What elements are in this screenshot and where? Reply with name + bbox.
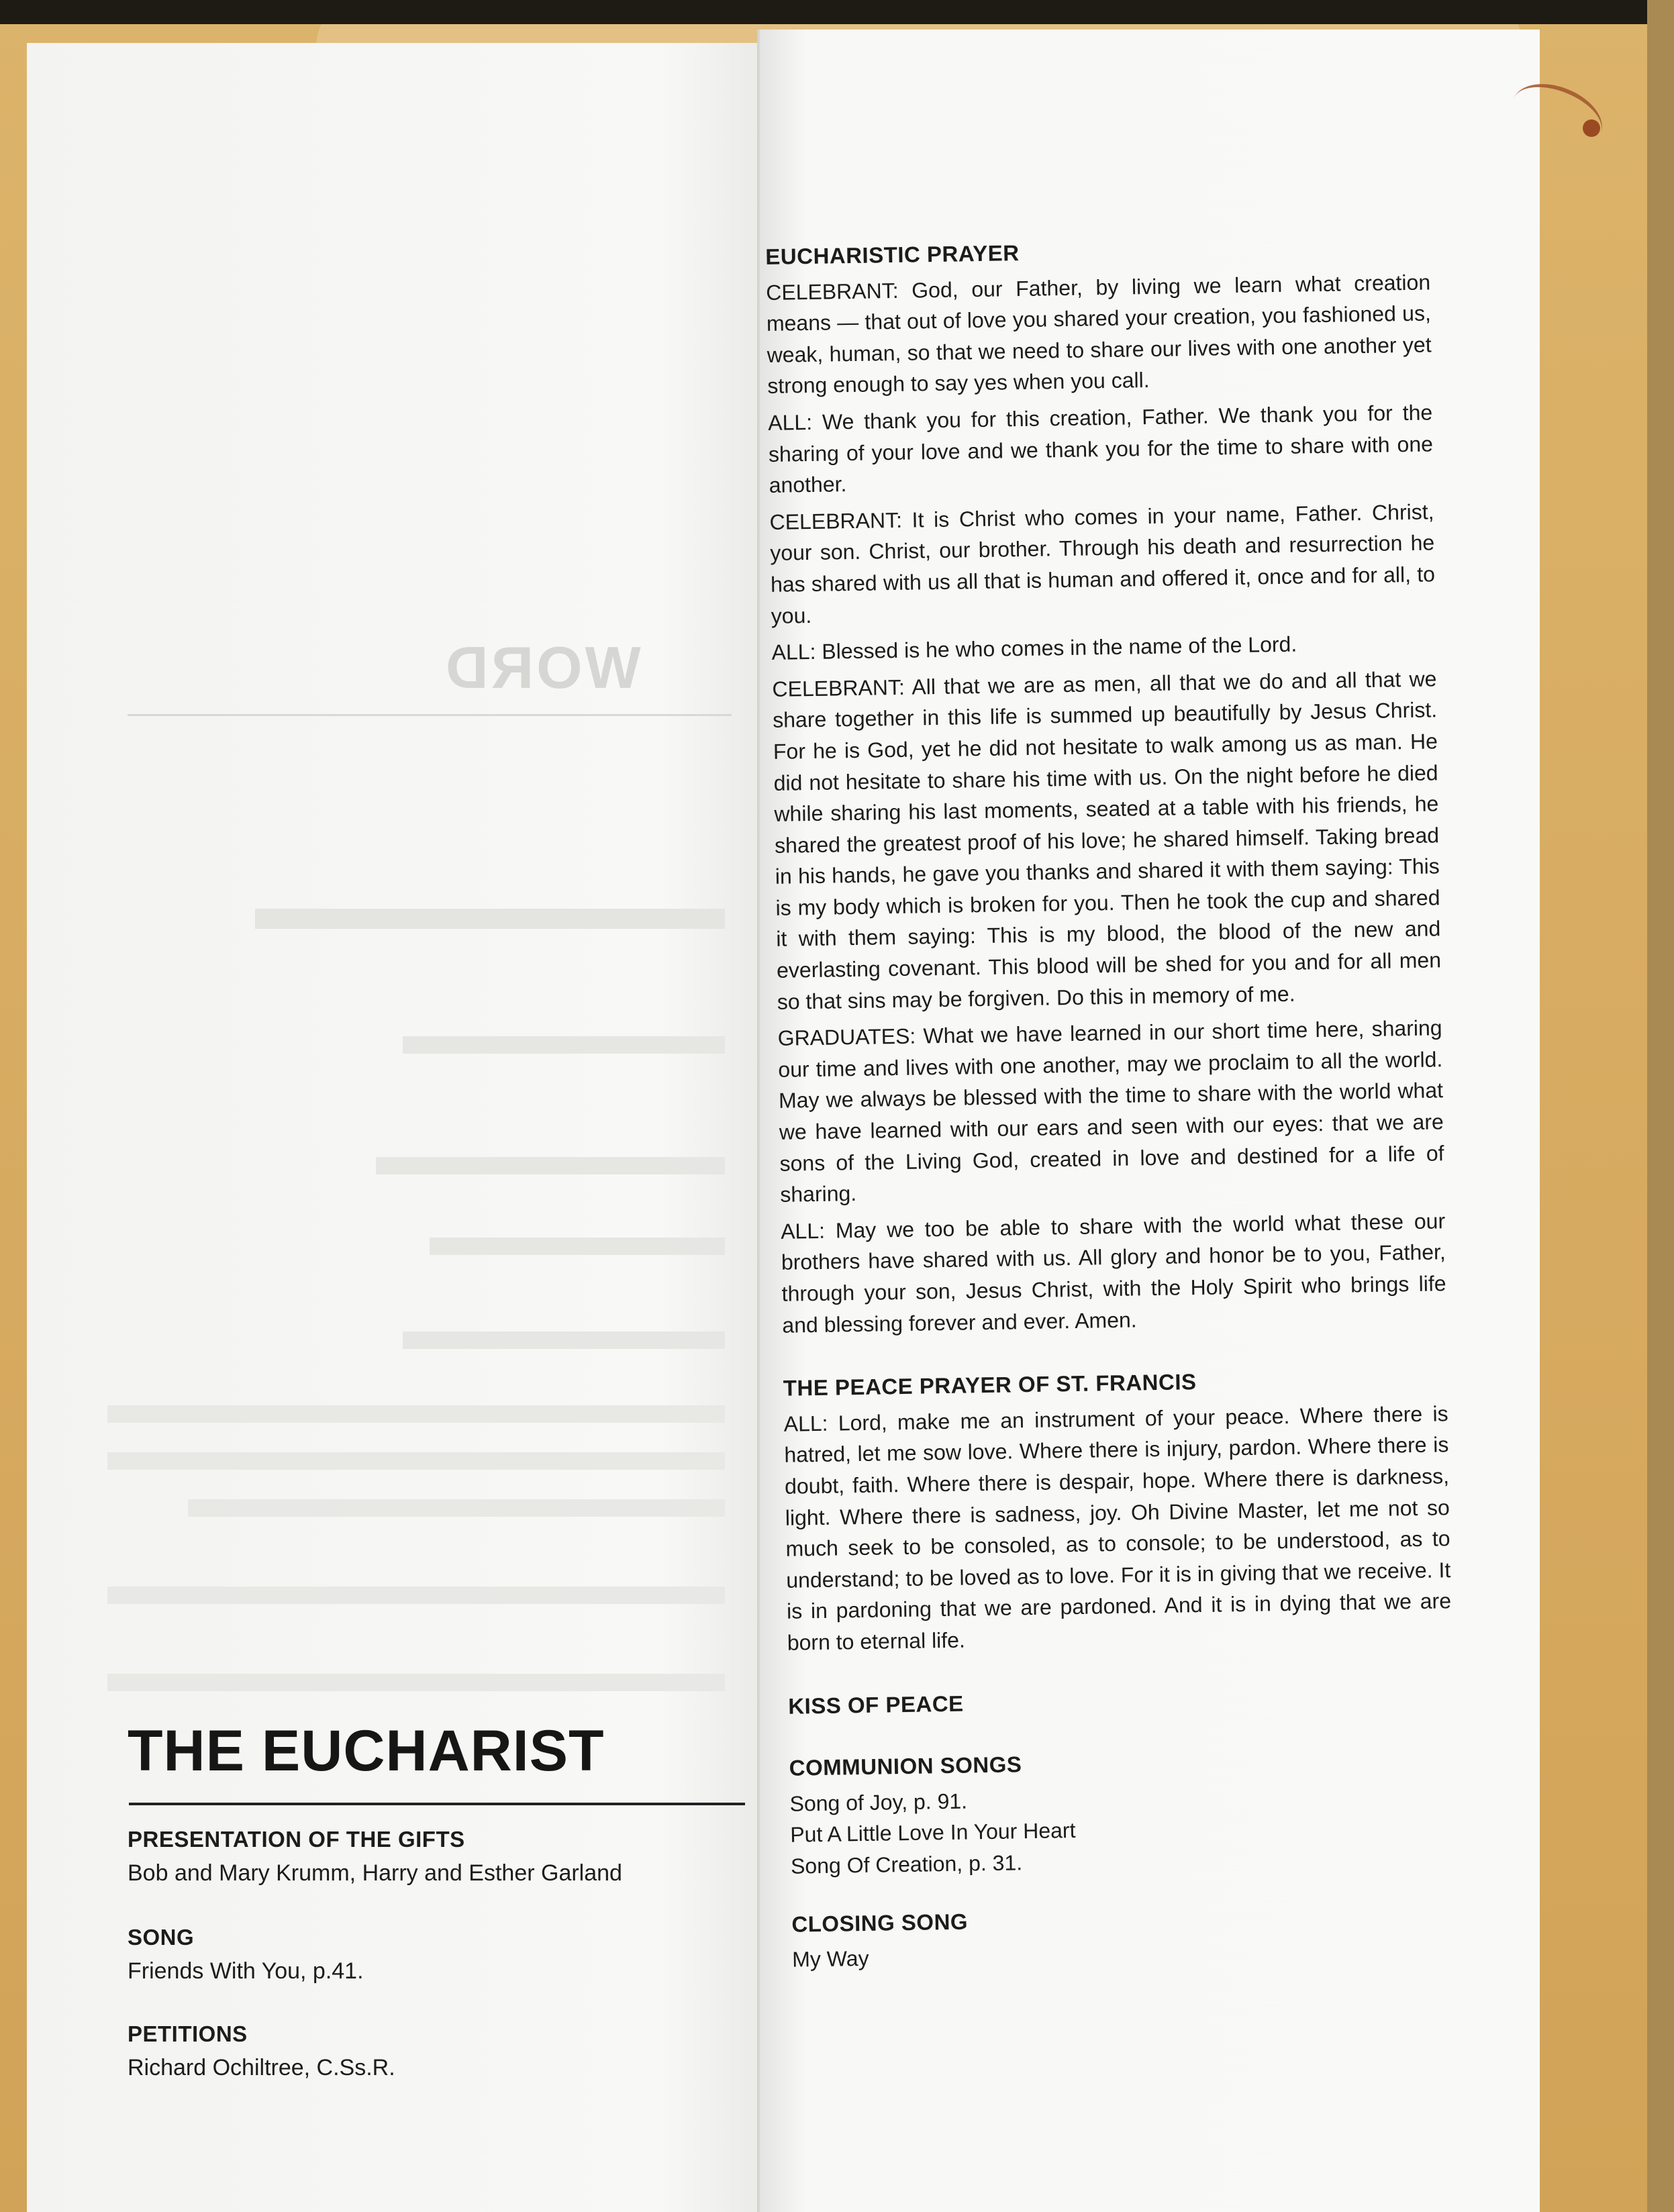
- kiss-of-peace-heading: KISS OF PEACE: [787, 1691, 964, 1719]
- communion-songs-heading: COMMUNION SONGS: [789, 1752, 1022, 1780]
- bleed-through-line: [107, 1587, 725, 1604]
- right-page-text: [765, 231, 1457, 1975]
- communion-song: Put A Little Love In Your Heart: [790, 1818, 1076, 1848]
- section-heading: SONG: [128, 1925, 195, 1950]
- communion-song: Song Of Creation, p. 31.: [790, 1850, 1023, 1878]
- title-underline: [129, 1803, 745, 1805]
- prayer-paragraph: ALL: Blessed is he who comes in the name of the Lord.: [771, 632, 1297, 665]
- bleed-through-line: [107, 1405, 725, 1423]
- section-presentation-of-gifts: [128, 1827, 732, 1890]
- section-petitions: [128, 2021, 732, 2084]
- section-body: Friends With You, p.41.: [128, 1958, 364, 1984]
- prayer-paragraph: CELEBRANT: God, our Father, by living we learn what creation means — that out of love you shared your creation, you fashioned us, weak, human, so that we need to share our lives with one another yet strong enough to say yes when you call.: [765, 270, 1432, 399]
- bleed-through-line: [188, 1499, 725, 1517]
- bleed-through-heading: WORD: [443, 634, 641, 701]
- scan-edge-right: [1647, 0, 1674, 2212]
- peace-prayer-heading: THE PEACE PRAYER OF ST. FRANCIS: [783, 1369, 1197, 1401]
- closing-song-heading: CLOSING SONG: [791, 1909, 969, 1937]
- prayer-paragraph: CELEBRANT: It is Christ who comes in your name, Father. Christ, your son. Christ, our brother. Through his death and resurrection he has shared with us all that is human and offered it, once and for all, to you.: [769, 499, 1436, 628]
- bleed-through-line: [403, 1331, 725, 1349]
- prayer-paragraph: ALL: We thank you for this creation, Father. We thank you for the sharing of your love and we thank you for the time to share with one another.: [767, 400, 1434, 498]
- section-body: Richard Ochiltree, C.Ss.R.: [128, 2055, 395, 2080]
- scan-edge-top: [0, 0, 1674, 24]
- prayer-paragraph: GRADUATES: What we have learned in our short time here, sharing our time and lives with one another, may we proclaim to all the world. May we always be blessed with the time to share with the world what we have learned with our ears and seen with our eyes: that we are sons of the Living God, created in love and destined for a life of sharing.: [777, 1015, 1444, 1207]
- section-body: Bob and Mary Krumm, Harry and Esther Garland: [128, 1860, 622, 1886]
- peace-prayer-body: ALL: Lord, make me an instrument of your peace. Where there is hatred, let me sow love. Where there is injury, pardon. Where there is doubt, faith. Where there is despair, hope. Where there is darkness, light. Where there is sadness, joy. Oh Divine Master, let me not so much seek to be consoled, as to console; to be understood, as to understand; to be loved as to love. For it is in giving that we receive. It is in pardoning that we are pardoned. And it is in dying that we are born to eternal life.: [783, 1401, 1452, 1655]
- bleed-through-line: [107, 1674, 725, 1691]
- section-song: [128, 1925, 732, 1988]
- prayer-paragraph: ALL: May we too be able to share with the world what these our brothers have shared with us. All glory and honor be to you, Father, through your son, Jesus Christ, with the Holy Spirit who brings life and blessing forever and ever. Amen.: [780, 1209, 1446, 1338]
- bleed-through-line: [255, 909, 725, 929]
- prayer-paragraph: CELEBRANT: All that we are as men, all that we do and all that we share together in this life is summed up beautifully by Jesus Christ. For he is God, yet he did not hesitate to walk among us as man. He did not hesitate to share his time with us. On the night before he died while sharing his last moments, seated at a table with his friends, he shared the greatest proof of his love; he shared himself. Taking bread in his hands, he gave you thanks and shared it with them saying: This is my body which is broken for you. Then he took the cup and shared it with them saying: This is my blood, the blood of the new and everlasting covenant. This blood will be shed for you and for all men so that sins may be forgiven. Do this in memory of me.: [772, 666, 1442, 1014]
- closing-song: My Way: [791, 1946, 869, 1972]
- bleed-through-line: [107, 1452, 725, 1470]
- section-heading: PETITIONS: [128, 2021, 248, 2046]
- section-heading: PRESENTATION OF THE GIFTS: [128, 1827, 465, 1852]
- bleed-through-line: [430, 1238, 725, 1255]
- eucharistic-prayer-heading: EUCHARISTIC PRAYER: [765, 240, 1020, 269]
- envelope-stain-dot: [1583, 119, 1600, 137]
- bleed-through-rule: [128, 714, 732, 716]
- bleed-through-line: [376, 1157, 725, 1174]
- page-title: THE EUCHARIST: [128, 1719, 605, 1783]
- bleed-through-line: [403, 1036, 725, 1054]
- communion-song: Song of Joy, p. 91.: [789, 1789, 968, 1816]
